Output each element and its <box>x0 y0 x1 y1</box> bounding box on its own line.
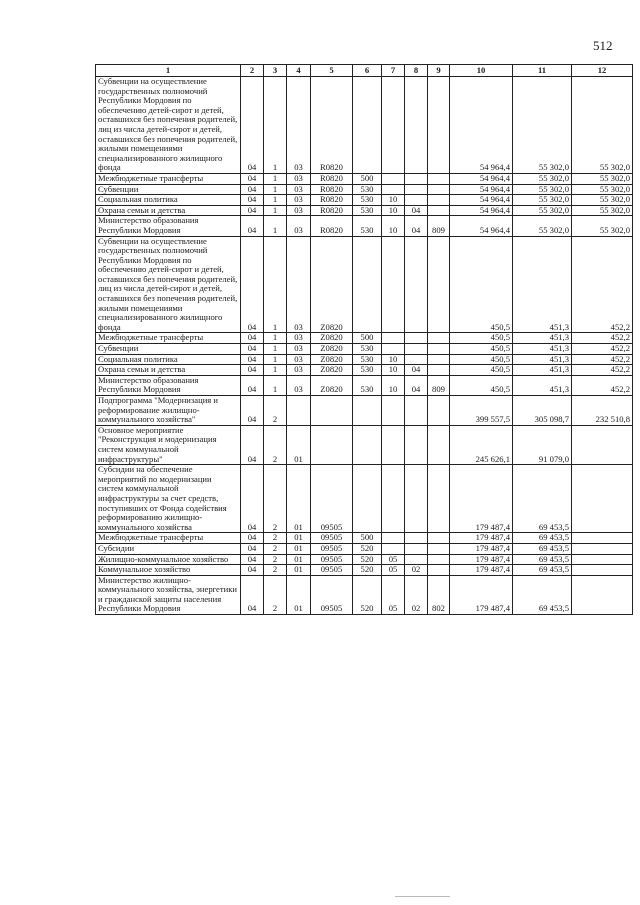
scan-mark <box>395 896 450 897</box>
budget-table <box>95 64 633 615</box>
row-value-cell: 04 <box>241 236 264 333</box>
row-value-cell <box>405 533 428 544</box>
row-value-cell: 03 <box>287 236 311 333</box>
row-value-cell: 01 <box>287 565 311 576</box>
row-value-cell: 55 302,0 <box>513 173 572 184</box>
row-value-cell: 399 557,5 <box>450 396 513 426</box>
row-value-cell <box>382 173 405 184</box>
row-value-cell: 450,5 <box>450 354 513 365</box>
row-value-cell: 2 <box>264 565 287 576</box>
header-cell: 1 <box>96 65 241 77</box>
table-row <box>96 575 633 614</box>
row-value-cell: 54 964,4 <box>450 216 513 236</box>
row-value-cell: Z0820 <box>311 365 353 376</box>
row-value-cell <box>428 554 450 565</box>
row-value-cell: 1 <box>264 333 287 344</box>
row-value-cell <box>405 236 428 333</box>
row-name-cell: Коммунальное хозяйство <box>96 565 241 576</box>
row-value-cell: 2 <box>264 543 287 554</box>
row-value-cell <box>353 236 382 333</box>
row-value-cell: 04 <box>241 375 264 395</box>
row-value-cell <box>405 195 428 206</box>
row-value-cell: R0820 <box>311 216 353 236</box>
row-value-cell: 03 <box>287 195 311 206</box>
row-value-cell <box>428 465 450 533</box>
row-value-cell: 01 <box>287 533 311 544</box>
row-value-cell <box>428 425 450 464</box>
table-row <box>96 396 633 426</box>
table-row <box>96 565 633 576</box>
row-value-cell: 452,2 <box>572 365 633 376</box>
row-value-cell <box>572 543 633 554</box>
row-value-cell: 452,2 <box>572 333 633 344</box>
table-row <box>96 77 633 174</box>
header-cell: 5 <box>311 65 353 77</box>
table-row <box>96 425 633 464</box>
header-row <box>96 65 633 77</box>
row-name-cell: Субсидии на обеспечение мероприятий по модернизации систем коммунальной инфраструктуры за счет средств, поступивших от Фонда содействия реформированию жилищно-коммунального хозяйства <box>96 465 241 533</box>
row-value-cell: 451,3 <box>513 344 572 355</box>
row-name-cell: Охрана семьи и детства <box>96 365 241 376</box>
table-row <box>96 216 633 236</box>
row-value-cell: 09505 <box>311 575 353 614</box>
row-value-cell: 179 487,4 <box>450 554 513 565</box>
row-value-cell: 02 <box>405 575 428 614</box>
row-value-cell: 1 <box>264 236 287 333</box>
row-value-cell <box>353 465 382 533</box>
row-value-cell <box>428 195 450 206</box>
row-value-cell: 450,5 <box>450 375 513 395</box>
row-value-cell: 55 302,0 <box>572 173 633 184</box>
row-value-cell: Z0820 <box>311 333 353 344</box>
row-value-cell: 54 964,4 <box>450 184 513 195</box>
row-value-cell: 09505 <box>311 543 353 554</box>
row-name-cell: Основное мероприятие "Реконструкция и модернизация систем коммунальной инфраструктуры" <box>96 425 241 464</box>
row-value-cell: 10 <box>382 216 405 236</box>
row-value-cell: 04 <box>241 205 264 216</box>
row-value-cell <box>572 575 633 614</box>
row-value-cell: 09505 <box>311 565 353 576</box>
row-value-cell: 2 <box>264 396 287 426</box>
row-value-cell: 452,2 <box>572 354 633 365</box>
row-value-cell: 232 510,8 <box>572 396 633 426</box>
row-value-cell: 01 <box>287 465 311 533</box>
row-value-cell: 1 <box>264 365 287 376</box>
row-value-cell <box>405 344 428 355</box>
row-value-cell: 451,3 <box>513 354 572 365</box>
row-value-cell: 04 <box>241 543 264 554</box>
row-value-cell <box>405 396 428 426</box>
header-cell: 7 <box>382 65 405 77</box>
row-value-cell: 1 <box>264 184 287 195</box>
row-value-cell: 450,5 <box>450 365 513 376</box>
row-value-cell: 54 964,4 <box>450 173 513 184</box>
row-value-cell: 03 <box>287 375 311 395</box>
row-value-cell: 04 <box>405 365 428 376</box>
row-value-cell: 55 302,0 <box>513 216 572 236</box>
row-value-cell: 01 <box>287 543 311 554</box>
row-name-cell: Социальная политика <box>96 195 241 206</box>
row-value-cell: 55 302,0 <box>572 77 633 174</box>
table-row <box>96 344 633 355</box>
row-value-cell: 04 <box>241 365 264 376</box>
row-value-cell <box>405 554 428 565</box>
row-value-cell <box>428 184 450 195</box>
row-value-cell <box>287 396 311 426</box>
row-value-cell: 01 <box>287 575 311 614</box>
table-row <box>96 205 633 216</box>
row-value-cell: R0820 <box>311 205 353 216</box>
table-row <box>96 465 633 533</box>
row-value-cell: 2 <box>264 425 287 464</box>
row-value-cell: 452,2 <box>572 344 633 355</box>
header-cell: 8 <box>405 65 428 77</box>
row-value-cell <box>572 554 633 565</box>
row-value-cell: 245 626,1 <box>450 425 513 464</box>
table-body <box>96 77 633 615</box>
row-value-cell: Z0820 <box>311 354 353 365</box>
row-value-cell: 04 <box>241 396 264 426</box>
row-name-cell: Социальная политика <box>96 354 241 365</box>
row-value-cell: 520 <box>353 575 382 614</box>
row-value-cell <box>572 425 633 464</box>
row-name-cell: Субвенции <box>96 184 241 195</box>
row-value-cell: 179 487,4 <box>450 575 513 614</box>
row-value-cell: 1 <box>264 195 287 206</box>
row-value-cell: 91 079,0 <box>513 425 572 464</box>
row-value-cell: 05 <box>382 565 405 576</box>
row-value-cell <box>405 333 428 344</box>
table-row <box>96 333 633 344</box>
row-name-cell: Субвенции <box>96 344 241 355</box>
row-value-cell <box>382 236 405 333</box>
row-value-cell: 1 <box>264 354 287 365</box>
row-value-cell: 55 302,0 <box>572 216 633 236</box>
row-value-cell: 530 <box>353 365 382 376</box>
header-cell: 11 <box>513 65 572 77</box>
row-value-cell: 179 487,4 <box>450 533 513 544</box>
row-value-cell <box>572 465 633 533</box>
row-value-cell: 04 <box>241 77 264 174</box>
row-value-cell: 04 <box>241 195 264 206</box>
header-cell: 12 <box>572 65 633 77</box>
row-value-cell: 01 <box>287 425 311 464</box>
row-value-cell: 451,3 <box>513 365 572 376</box>
row-value-cell: R0820 <box>311 77 353 174</box>
row-value-cell <box>428 205 450 216</box>
row-value-cell: 55 302,0 <box>513 77 572 174</box>
row-value-cell: 1 <box>264 77 287 174</box>
header-cell: 10 <box>450 65 513 77</box>
row-value-cell: 809 <box>428 375 450 395</box>
row-value-cell: 03 <box>287 216 311 236</box>
row-value-cell <box>428 77 450 174</box>
row-name-cell: Субвенции на осуществление государственных полномочий Республики Мордовия по обеспечению детей-сирот и детей, оставшихся без попечения родителей, лиц из числа детей-сирот и детей, оставшихся без попечения родителей, жилыми помещениями специализированного жилищного фонда <box>96 236 241 333</box>
row-value-cell: R0820 <box>311 195 353 206</box>
row-value-cell: 530 <box>353 354 382 365</box>
row-value-cell: 05 <box>382 575 405 614</box>
row-value-cell: 03 <box>287 205 311 216</box>
row-value-cell: 10 <box>382 375 405 395</box>
table-row <box>96 184 633 195</box>
row-value-cell: 69 453,5 <box>513 565 572 576</box>
row-value-cell: 03 <box>287 333 311 344</box>
row-value-cell <box>382 425 405 464</box>
row-value-cell <box>572 533 633 544</box>
row-value-cell <box>428 236 450 333</box>
row-value-cell: 179 487,4 <box>450 565 513 576</box>
row-value-cell <box>353 396 382 426</box>
row-value-cell: 04 <box>241 425 264 464</box>
row-value-cell <box>428 396 450 426</box>
row-value-cell <box>405 77 428 174</box>
row-value-cell: 451,3 <box>513 236 572 333</box>
row-value-cell: 520 <box>353 554 382 565</box>
row-value-cell: 1 <box>264 344 287 355</box>
row-value-cell <box>382 465 405 533</box>
row-value-cell <box>428 344 450 355</box>
row-name-cell: Министерство образования Республики Мордовия <box>96 216 241 236</box>
row-name-cell: Межбюджетные трансферты <box>96 533 241 544</box>
row-value-cell: Z0820 <box>311 375 353 395</box>
row-value-cell: 451,3 <box>513 333 572 344</box>
row-value-cell: 69 453,5 <box>513 554 572 565</box>
row-value-cell: 04 <box>241 333 264 344</box>
row-name-cell: Подпрограмма "Модернизация и реформирование жилищно-коммунального хозяйства" <box>96 396 241 426</box>
row-value-cell: 530 <box>353 344 382 355</box>
row-value-cell <box>405 465 428 533</box>
row-value-cell <box>382 543 405 554</box>
row-value-cell: 03 <box>287 184 311 195</box>
row-value-cell: 55 302,0 <box>513 195 572 206</box>
row-value-cell: 55 302,0 <box>572 205 633 216</box>
row-value-cell: 55 302,0 <box>513 205 572 216</box>
row-name-cell: Субсидии <box>96 543 241 554</box>
row-name-cell: Межбюджетные трансферты <box>96 173 241 184</box>
table-row <box>96 543 633 554</box>
row-value-cell: 69 453,5 <box>513 533 572 544</box>
row-value-cell: 04 <box>405 216 428 236</box>
row-value-cell <box>405 173 428 184</box>
row-value-cell <box>311 396 353 426</box>
row-value-cell: 09505 <box>311 465 353 533</box>
row-value-cell: 452,2 <box>572 375 633 395</box>
row-value-cell: 04 <box>241 354 264 365</box>
row-value-cell <box>428 365 450 376</box>
row-value-cell <box>428 333 450 344</box>
row-value-cell: 305 098,7 <box>513 396 572 426</box>
table-row <box>96 173 633 184</box>
row-value-cell: 802 <box>428 575 450 614</box>
row-value-cell: 55 302,0 <box>513 184 572 195</box>
row-value-cell: 2 <box>264 533 287 544</box>
row-value-cell: 01 <box>287 554 311 565</box>
row-value-cell: 179 487,4 <box>450 465 513 533</box>
row-value-cell: Z0820 <box>311 344 353 355</box>
row-value-cell: 452,2 <box>572 236 633 333</box>
row-value-cell: 2 <box>264 575 287 614</box>
row-value-cell <box>405 184 428 195</box>
row-value-cell: 500 <box>353 173 382 184</box>
row-value-cell: 55 302,0 <box>572 195 633 206</box>
row-value-cell <box>428 354 450 365</box>
row-value-cell: 450,5 <box>450 344 513 355</box>
table-row <box>96 195 633 206</box>
row-value-cell: 54 964,4 <box>450 77 513 174</box>
row-value-cell: 04 <box>241 554 264 565</box>
row-value-cell: 530 <box>353 216 382 236</box>
row-name-cell: Субвенции на осуществление государственных полномочий Республики Мордовия по обеспечению детей-сирот и детей, оставшихся без попечения родителей, лиц из числа детей-сирот и детей, оставшихся без попечения родителей, жилыми помещениями специализированного жилищного фонда <box>96 77 241 174</box>
row-value-cell: 04 <box>241 216 264 236</box>
row-value-cell: 03 <box>287 77 311 174</box>
row-value-cell <box>428 173 450 184</box>
table-row <box>96 375 633 395</box>
row-value-cell: 05 <box>382 554 405 565</box>
row-value-cell: 03 <box>287 344 311 355</box>
row-name-cell: Министерство жилищно-коммунального хозяйства, энергетики и гражданской защиты населения Республики Мордовия <box>96 575 241 614</box>
row-value-cell: 04 <box>241 173 264 184</box>
row-value-cell: 04 <box>241 565 264 576</box>
header-cell: 2 <box>241 65 264 77</box>
table-row <box>96 365 633 376</box>
row-value-cell: 530 <box>353 205 382 216</box>
row-value-cell: 500 <box>353 333 382 344</box>
row-value-cell: 2 <box>264 465 287 533</box>
header-cell: 3 <box>264 65 287 77</box>
row-value-cell: R0820 <box>311 173 353 184</box>
header-cell: 6 <box>353 65 382 77</box>
row-value-cell: 69 453,5 <box>513 575 572 614</box>
row-value-cell: 69 453,5 <box>513 465 572 533</box>
row-value-cell: 04 <box>405 375 428 395</box>
row-value-cell <box>405 425 428 464</box>
row-value-cell: 04 <box>241 184 264 195</box>
row-value-cell: 04 <box>241 465 264 533</box>
row-value-cell: 530 <box>353 375 382 395</box>
row-value-cell: Z0820 <box>311 236 353 333</box>
row-value-cell: 530 <box>353 195 382 206</box>
row-value-cell <box>382 184 405 195</box>
row-value-cell: 520 <box>353 543 382 554</box>
row-name-cell: Межбюджетные трансферты <box>96 333 241 344</box>
row-value-cell: 54 964,4 <box>450 205 513 216</box>
row-value-cell <box>382 396 405 426</box>
row-value-cell: 10 <box>382 354 405 365</box>
row-value-cell: 520 <box>353 565 382 576</box>
row-value-cell: 1 <box>264 205 287 216</box>
row-name-cell: Жилищно-коммунальное хозяйство <box>96 554 241 565</box>
row-value-cell <box>382 344 405 355</box>
row-value-cell: 10 <box>382 195 405 206</box>
row-value-cell: 2 <box>264 554 287 565</box>
row-value-cell: 02 <box>405 565 428 576</box>
table-row <box>96 533 633 544</box>
row-value-cell: 03 <box>287 173 311 184</box>
row-value-cell: 03 <box>287 354 311 365</box>
row-value-cell <box>428 565 450 576</box>
table-row <box>96 236 633 333</box>
row-value-cell: 09505 <box>311 554 353 565</box>
row-value-cell: 04 <box>405 205 428 216</box>
row-value-cell: R0820 <box>311 184 353 195</box>
row-value-cell <box>382 77 405 174</box>
row-value-cell: 451,3 <box>513 375 572 395</box>
row-value-cell: 179 487,4 <box>450 543 513 554</box>
row-value-cell <box>428 543 450 554</box>
row-value-cell <box>311 425 353 464</box>
row-value-cell: 55 302,0 <box>572 184 633 195</box>
row-value-cell: 69 453,5 <box>513 543 572 554</box>
row-name-cell: Министерство образования Республики Мордовия <box>96 375 241 395</box>
row-value-cell: 809 <box>428 216 450 236</box>
table-row <box>96 354 633 365</box>
header-cell: 9 <box>428 65 450 77</box>
row-name-cell: Охрана семьи и детства <box>96 205 241 216</box>
row-value-cell: 04 <box>241 344 264 355</box>
row-value-cell: 04 <box>241 575 264 614</box>
row-value-cell <box>572 565 633 576</box>
row-value-cell: 450,5 <box>450 333 513 344</box>
row-value-cell: 1 <box>264 216 287 236</box>
page-number: 512 <box>593 38 613 53</box>
row-value-cell <box>428 533 450 544</box>
row-value-cell: 500 <box>353 533 382 544</box>
row-value-cell: 530 <box>353 184 382 195</box>
header-cell: 4 <box>287 65 311 77</box>
row-value-cell: 1 <box>264 375 287 395</box>
row-value-cell: 10 <box>382 205 405 216</box>
row-value-cell <box>382 533 405 544</box>
row-value-cell: 04 <box>241 533 264 544</box>
row-value-cell: 10 <box>382 365 405 376</box>
row-value-cell: 09505 <box>311 533 353 544</box>
row-value-cell <box>353 77 382 174</box>
row-value-cell: 1 <box>264 173 287 184</box>
row-value-cell: 03 <box>287 365 311 376</box>
table-row <box>96 554 633 565</box>
row-value-cell <box>405 354 428 365</box>
row-value-cell: 54 964,4 <box>450 195 513 206</box>
row-value-cell: 450,5 <box>450 236 513 333</box>
row-value-cell <box>382 333 405 344</box>
row-value-cell <box>353 425 382 464</box>
row-value-cell <box>405 543 428 554</box>
